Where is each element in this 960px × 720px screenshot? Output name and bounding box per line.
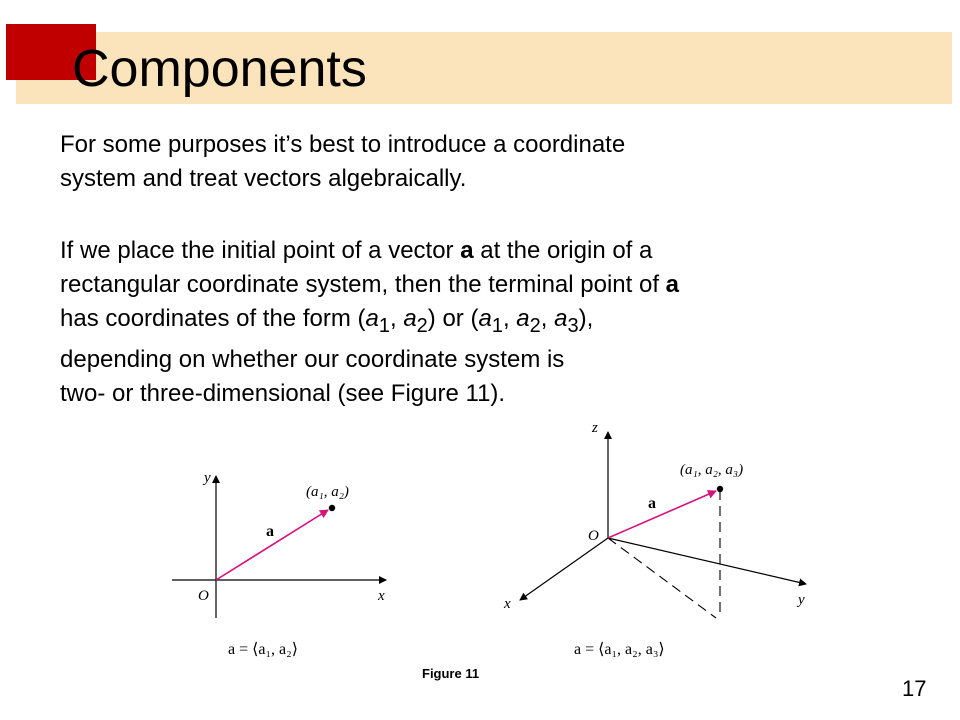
y-axis-3d <box>608 538 806 584</box>
definition-line5: two- or three-dimensional (see Figure 11). <box>60 379 506 407</box>
equation-3d: a = ⟨a₁, a₂, a₃⟩ <box>574 641 665 658</box>
terminal-point-2d <box>329 505 335 511</box>
point-label-2d: (a₁, a₂) <box>306 484 349 500</box>
definition-line2: rectangular coordinate system, then the terminal point of a <box>60 271 680 298</box>
vector-label-3d: a <box>648 495 656 512</box>
x-label-3d: x <box>504 596 511 612</box>
vector-a-3d <box>608 491 716 538</box>
x-axis-3d <box>520 538 608 600</box>
origin-label-2d: O <box>198 588 209 604</box>
paragraph-intro-line1: For some purposes it’s best to introduce a coordinate <box>60 131 626 158</box>
terminal-point-3d <box>717 486 723 492</box>
page-number: 17 <box>902 676 927 701</box>
definition-line4: depending on whether our coordinate system is <box>60 345 565 373</box>
y-label-3d: y <box>798 592 805 608</box>
y-label-2d: y <box>204 470 211 486</box>
vector-a-2d <box>216 510 328 580</box>
paragraph-definition <box>60 234 920 411</box>
definition-line3: has coordinates of the form ($a_1$, $a_2$) or ($a_1$, $a_2$, $a_3$), <box>60 305 594 337</box>
figure-3d <box>503 420 806 658</box>
figure-11 <box>160 418 820 668</box>
z-label-3d: z <box>592 420 598 436</box>
paragraph-intro-line2: system and treat vectors algebraically. <box>60 165 467 192</box>
paragraph-intro <box>60 128 920 196</box>
slide-title: Components <box>72 40 367 98</box>
definition-line1: If we place the initial point of a vector a at the origin of a <box>60 237 653 264</box>
equation-2d: a = ⟨a₁, a₂⟩ <box>228 641 298 658</box>
point-label-3d: (a₁, a₂, a₃) <box>680 462 744 478</box>
vector-label-2d: a <box>266 523 274 540</box>
x-label-2d: x <box>378 588 385 604</box>
figure-2d <box>172 470 386 658</box>
origin-label-3d: O <box>588 528 599 544</box>
figure-caption: Figure 11 <box>422 666 480 681</box>
